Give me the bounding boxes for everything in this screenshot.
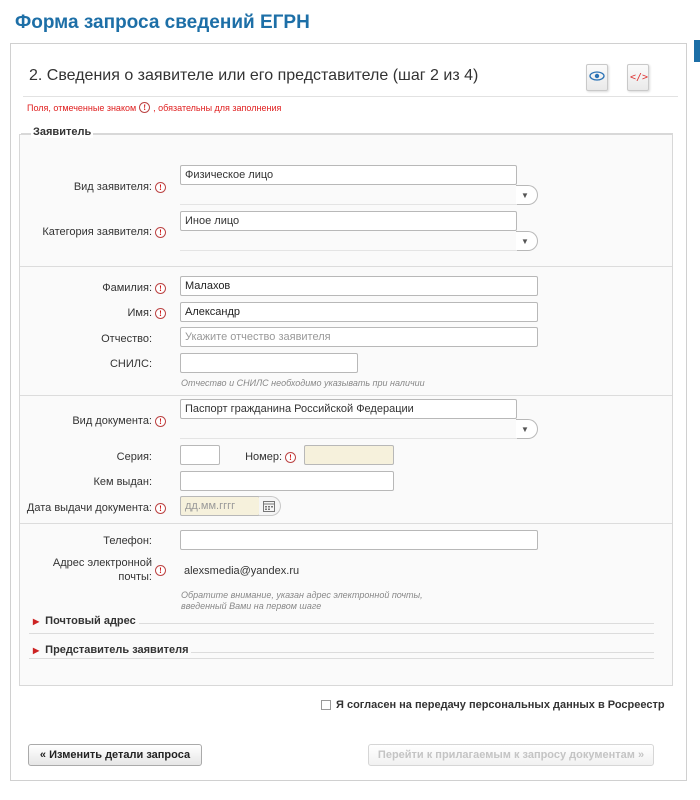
issued-by-label: Кем выдан:	[93, 476, 152, 488]
collapse-rule	[29, 658, 654, 659]
patronymic-label: Отчество:	[101, 333, 152, 345]
select-underline	[180, 438, 517, 439]
applicant-legend: Заявитель	[33, 126, 92, 138]
document-type-dropdown-button[interactable]	[516, 419, 538, 439]
required-note-before: Поля, отмеченные знаком	[27, 102, 137, 113]
document-type-label: Вид документа: !	[11, 414, 166, 428]
document-type-value: Паспорт гражданина Российской Федерации	[180, 399, 517, 419]
number-input[interactable]	[304, 445, 394, 465]
chevron-down-icon: ▼	[521, 237, 529, 246]
exclamation-circle-icon: !	[139, 102, 150, 113]
name-label: Имя: !	[11, 306, 166, 320]
section-divider	[20, 523, 672, 524]
required-note-after: , обязательны для заполнения	[153, 102, 282, 113]
exclamation-circle-icon: !	[155, 416, 166, 427]
select-underline	[180, 250, 517, 251]
email-value: alexsmedia@yandex.ru	[184, 565, 300, 577]
exclamation-circle-icon: !	[155, 283, 166, 294]
postal-address-label: Почтовый адрес	[45, 615, 136, 627]
svg-text:</>: </>	[630, 72, 648, 82]
number-label: Номер: !	[141, 450, 296, 464]
patronymic-input[interactable]: Укажите отчество заявителя	[180, 327, 538, 347]
applicant-type-label: Вид заявителя: !	[11, 180, 166, 194]
representative-toggle[interactable]	[33, 644, 189, 656]
code-document-icon[interactable]	[627, 64, 649, 91]
applicant-type-dropdown-button[interactable]	[516, 185, 538, 205]
exclamation-circle-icon: !	[155, 308, 166, 319]
calendar-icon	[263, 501, 275, 512]
applicant-category-label: Категория заявителя: !	[11, 225, 166, 239]
collapse-rule	[29, 633, 654, 634]
step-title: 2. Сведения о заявителе или его представителе (шаг 2 из 4)	[29, 67, 479, 84]
document-type-select[interactable]	[180, 399, 538, 439]
surname-input[interactable]: Малахов	[180, 276, 538, 296]
side-accent-strip	[694, 40, 700, 62]
required-note	[27, 102, 281, 113]
applicant-category-value: Иное лицо	[180, 211, 517, 231]
legend-rule	[21, 133, 673, 134]
consent-label: Я согласен на передачу персональных данных в Росреестр	[336, 699, 665, 711]
next-button[interactable]: Перейти к прилагаемым к запросу документам »	[368, 744, 654, 766]
consent-checkbox-row[interactable]	[321, 699, 665, 711]
select-underline	[180, 204, 517, 205]
email-hint	[181, 590, 423, 612]
series-label: Серия:	[116, 451, 152, 463]
email-hint-line2: введенный Вами на первом шаге	[181, 601, 322, 611]
phone-input[interactable]	[180, 530, 538, 550]
exclamation-circle-icon: !	[155, 182, 166, 193]
snils-input[interactable]	[180, 353, 358, 373]
applicant-category-dropdown-button[interactable]	[516, 231, 538, 251]
name-input[interactable]: Александр	[180, 302, 538, 322]
page-title: Форма запроса сведений ЕГРН	[15, 12, 310, 33]
collapse-rule	[191, 652, 654, 653]
back-button[interactable]: « Изменить детали запроса	[28, 744, 202, 766]
triangle-right-icon: ▶	[33, 645, 40, 655]
title-divider	[23, 96, 678, 97]
triangle-right-icon: ▶	[33, 616, 40, 626]
applicant-type-select[interactable]	[180, 165, 538, 205]
postal-address-toggle[interactable]	[33, 615, 136, 627]
email-label-line1: Адрес электронной	[52, 557, 152, 569]
applicant-type-value: Физическое лицо	[180, 165, 517, 185]
section-divider	[20, 266, 672, 267]
eye-document-icon[interactable]	[586, 64, 608, 91]
email-hint-line1: Обратите внимание, указан адрес электронной почты,	[181, 590, 423, 600]
chevron-down-icon: ▼	[521, 191, 529, 200]
applicant-category-select[interactable]	[180, 211, 538, 251]
email-label-line2: почты:	[118, 571, 152, 583]
exclamation-circle-icon: !	[285, 452, 296, 463]
consent-checkbox[interactable]	[321, 700, 331, 710]
issued-by-input[interactable]	[180, 471, 394, 491]
exclamation-circle-icon: !	[155, 503, 166, 514]
representative-label: Представитель заявителя	[45, 644, 189, 656]
exclamation-circle-icon: !	[155, 565, 166, 576]
exclamation-circle-icon: !	[155, 227, 166, 238]
chevron-down-icon: ▼	[521, 425, 529, 434]
collapse-rule	[139, 623, 654, 624]
patronymic-snils-hint: Отчество и СНИЛС необходимо указывать при наличии	[181, 378, 425, 388]
section-divider	[20, 395, 672, 396]
email-label	[11, 556, 166, 584]
surname-label: Фамилия: !	[11, 281, 166, 295]
issue-date-input[interactable]: дд.мм.гггг	[180, 496, 260, 516]
snils-label: СНИЛС:	[109, 358, 152, 370]
calendar-button[interactable]	[259, 496, 281, 516]
phone-label: Телефон:	[103, 535, 152, 547]
form-panel	[10, 43, 687, 781]
issue-date-label: Дата выдачи документа: !	[11, 501, 166, 515]
